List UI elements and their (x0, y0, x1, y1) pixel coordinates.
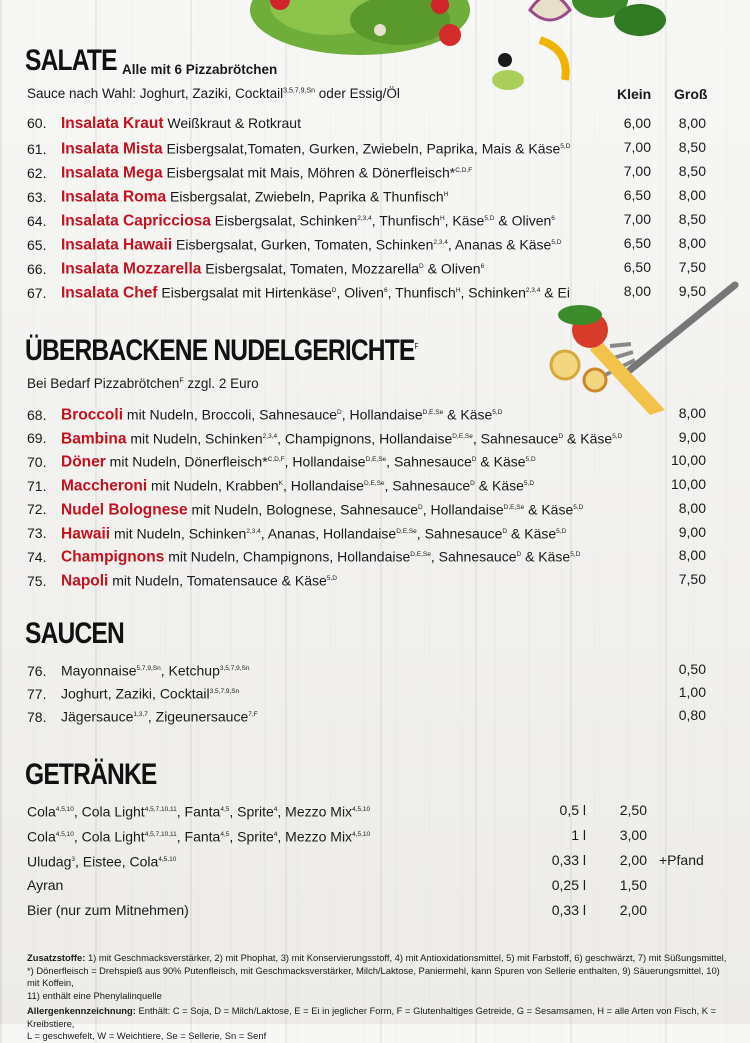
item-description: , Sahnesauce (384, 477, 471, 494)
item-name: Insalata Mozzarella (61, 260, 202, 278)
drink-size: 0,25 l (551, 877, 586, 893)
item-description: & Käse (563, 430, 613, 447)
col-gross-header: Groß (674, 86, 708, 102)
salad-item-row (27, 136, 570, 158)
item-number: 77. (27, 685, 47, 702)
price-klein: 7,00 (623, 139, 651, 155)
item-name: Insalata Capricciosa (61, 212, 211, 230)
item-description: mit Nudeln, Schinken (126, 430, 263, 447)
price: 1,00 (678, 684, 706, 700)
item-number: 67. (27, 284, 47, 301)
item-name: Insalata Hawaii (61, 236, 173, 254)
nudel-note (27, 376, 259, 391)
salad-item-row (27, 232, 561, 254)
allergen-sup: D (470, 480, 475, 488)
price-klein: 6,00 (623, 115, 651, 131)
allergen-sup: D,E,Se (396, 527, 417, 535)
allergen-sup: 5,D (523, 480, 535, 488)
item-number: 65. (27, 236, 47, 253)
pasta-item-row (27, 544, 580, 566)
sauce-note-sup: 3,5,7,9,Sn (283, 87, 316, 95)
item-description: , Thunfisch (387, 284, 456, 301)
drink-item-row (27, 899, 189, 921)
price-klein: 7,00 (623, 211, 651, 227)
sauce-item-row (27, 704, 258, 726)
allergen-sup: D (516, 551, 522, 559)
zusatz-line2: *) Dönerfleisch = Drehspieß aus 90% Putenfleisch, mit Geschmacksverstärker, Milch/Laktose, Paniermehl, kann Spuren von Sellerie enthalten, 9) Säuerungsmittel, 10) mit Koffein, (27, 964, 720, 988)
item-description: , Zigeunersauce (147, 708, 249, 725)
allergen-sup: 5,D (551, 239, 562, 246)
allergen-text: Enthält: C = Soja, D = Milch/Laktose, E = Ei in jeglicher Form, F = Glutenhaltiges Getreide, G = Sesamsamen, H = alle Arten von Fisch, K = Kreibstiere, (27, 1005, 717, 1029)
price-klein: 8,00 (623, 283, 651, 299)
price-gross: 8,00 (678, 235, 706, 251)
item-description: , Käse (444, 212, 485, 229)
allergen-sup: 5,D (573, 503, 584, 511)
item-description: , Hollandaise (422, 501, 504, 518)
allergen-sup: 2,3,4 (433, 239, 448, 246)
item-name: Napoli (61, 572, 109, 590)
col-klein-header: Klein (617, 86, 652, 102)
allergen-sup: C,D,F (267, 456, 285, 464)
nudel-title-text: ÜBERBACKENE NUDELGERICHTE (25, 334, 415, 367)
allergen-sup: 6 (551, 215, 555, 222)
allergen-sup: 5,D (612, 432, 623, 440)
allergen-sup: D (417, 503, 423, 511)
item-name: Insalata Chef (61, 284, 158, 302)
price: 3,00 (619, 827, 647, 843)
allergen-sup: D (337, 409, 342, 416)
allergen-sup: 2,3,4 (246, 527, 261, 535)
allergen-sup: C,D,F (455, 167, 473, 174)
item-description: mit Nudeln, Broccoli, Sahnesauce (123, 406, 338, 423)
item-description: , Fanta (176, 828, 221, 845)
allergen-sup: 5,D (326, 574, 337, 582)
price-gross: 8,50 (678, 139, 706, 155)
salad-item-row (27, 160, 472, 182)
allergen-sup: K (278, 480, 284, 488)
price-gross: 7,50 (678, 259, 706, 275)
item-description: & Oliven (494, 212, 552, 229)
price: 8,00 (678, 405, 706, 421)
salad-item-row (27, 208, 555, 230)
salate-title: SALATE (25, 44, 117, 77)
allergen-line2: L = geschwefelt, W = Weichtiere, Se = Sellerie, Sn = Senf (27, 1030, 267, 1041)
allergen-sup: 7,F (248, 711, 258, 718)
item-description: Mayonnaise (61, 662, 137, 679)
allergen-sup: D,E,Se (365, 456, 387, 464)
price: 0,50 (678, 661, 706, 677)
item-number: 75. (27, 572, 47, 589)
item-description: , Cola Light (73, 828, 145, 845)
drink-item-row (27, 824, 370, 846)
item-description: & Käse (507, 525, 557, 542)
nudel-title-sup: F (414, 342, 418, 351)
price: 8,00 (678, 547, 706, 564)
zusatz-text: 1) mit Geschmacksverstärker, 2) mit Phophat, 3) mit Konservierungsstoff, 4) mit Antioxidationsmittel, 5) mit Farbstoff, 6) geschwärzt, 7) mit Süßungsmittel, (85, 952, 727, 963)
drink-size: 0,33 l (551, 852, 586, 868)
zusatz-line3: 11) enthält eine Phenylalinquelle (27, 989, 162, 1001)
item-number: 62. (27, 164, 47, 181)
item-name: Maccheroni (61, 477, 148, 495)
item-name: Insalata Mega (61, 164, 163, 182)
item-description: , Oliven (336, 284, 384, 301)
allergen-sup: D,E,Se (410, 551, 431, 559)
item-description: & Käse (443, 406, 493, 423)
allergen-sup: D (331, 287, 337, 294)
pasta-item-row (27, 568, 337, 590)
item-description: Cola (27, 803, 56, 820)
allergen-sup: 4,5 (220, 831, 230, 838)
item-description: , Hollandaise (283, 477, 364, 494)
allergen-sup: D (502, 527, 508, 535)
allergen-sup: D (471, 456, 477, 464)
allergen-sup: 2,3,4 (262, 432, 278, 440)
allergen-sup: 5,D (484, 215, 495, 222)
item-description: Bier (nur zum Mitnehmen) (27, 902, 189, 918)
item-description: , Champignons, Hollandaise (277, 430, 453, 447)
price: 2,00 (619, 902, 647, 918)
allergen-sup: D,E,Se (452, 432, 473, 440)
allergen-sup: 3,5,7,9,Sn (209, 688, 240, 695)
allergen-sup: 3,5,7,9,Sn (219, 665, 250, 672)
nudel-note-text: Bei Bedarf Pizzabrötchen (27, 376, 180, 391)
item-number: 69. (27, 430, 47, 447)
item-description: , Fanta (176, 803, 221, 820)
sauce-item-row (27, 681, 239, 703)
item-description: , Sahnesauce (472, 430, 559, 447)
item-description: Eisbergsalat,Tomaten, Gurken, Zwiebeln, Paprika, Mais & Käse (162, 140, 561, 157)
allergen-sup: H (455, 287, 461, 294)
nudel-title (25, 334, 418, 368)
price-klein: 6,50 (623, 235, 651, 251)
allergen-sup: 2,3,4 (525, 287, 541, 294)
allergen-sup: 3 (71, 856, 75, 863)
item-number: 68. (27, 406, 47, 423)
allergen-sup: 5,D (525, 456, 536, 464)
price-gross: 8,50 (678, 163, 706, 179)
item-description: Jägersauce (61, 708, 134, 725)
item-name: Döner (61, 454, 106, 472)
allergen-sup: 6 (480, 263, 485, 270)
item-description: & Käse (476, 454, 526, 471)
item-description: , Sahnesauce (386, 454, 472, 471)
allergen-sup: 1,3,7 (133, 711, 148, 718)
allergen-sup: 4,5 (220, 806, 230, 813)
allergen-sup: 5,D (570, 551, 581, 559)
allergen-sup: 6 (383, 287, 388, 294)
item-number: 60. (27, 115, 47, 131)
item-description: , Ketchup (160, 662, 220, 679)
item-description: mit Nudeln, Champignons, Hollandaise (164, 548, 411, 565)
item-name: Insalata Kraut (61, 115, 164, 132)
allergen-sup: D (558, 432, 564, 440)
item-description: & Käse (521, 548, 571, 565)
nudel-note-sup: F (179, 377, 184, 385)
item-description: Eisbergsalat, Gurken, Tomaten, Schinken (172, 236, 434, 253)
allergen-sup: 4,5,7,10,11 (144, 831, 177, 838)
item-name: Bambina (61, 430, 127, 448)
item-name: Insalata Roma (61, 188, 167, 206)
allergen-sup: H (443, 191, 449, 198)
allergen-sup: 5,D (556, 527, 567, 535)
item-number: 72. (27, 501, 47, 518)
item-description: , Sahnesauce (430, 548, 517, 565)
price: 9,00 (678, 523, 706, 540)
item-description: , Sprite (229, 803, 274, 820)
sauce-note-end: oder Essig/Öl (315, 86, 400, 101)
item-description: Weißkraut & Rotkraut (163, 115, 301, 131)
saucen-title: SAUCEN (25, 617, 124, 650)
allergen-sup: 4 (273, 831, 278, 838)
price-klein: 7,00 (623, 163, 651, 179)
item-description: & Ei (540, 284, 570, 301)
zusatz-label: Zusatzstoffe: (27, 952, 86, 963)
allergen-sup: H (439, 215, 445, 222)
price-gross: 8,50 (678, 211, 706, 227)
item-description: mit Nudeln, Bolognese, Sahnesauce (187, 501, 418, 518)
getraenke-title: GETRÄNKE (25, 758, 157, 791)
item-name: Broccoli (61, 406, 124, 424)
pasta-item-row (27, 521, 566, 543)
item-description: mit Nudeln, Tomatensauce & Käse (108, 572, 327, 589)
item-number: 78. (27, 708, 47, 725)
allergen-sup: 5,D (492, 409, 503, 416)
item-description: Eisbergsalat, Schinken (210, 212, 358, 229)
pfand-note: +Pfand (659, 852, 704, 868)
drink-size: 0,5 l (559, 802, 586, 818)
pasta-item-row (27, 449, 536, 471)
allergen-sup: 4,5,7,10,11 (144, 806, 177, 813)
drink-item-row (27, 799, 370, 821)
item-description: Joghurt, Zaziki, Cocktail (61, 685, 210, 702)
price: 7,50 (678, 570, 706, 587)
pasta-item-row (27, 473, 534, 495)
allergen-sup: D,E,Se (422, 409, 444, 416)
allergen-sup: 4,5,10 (352, 806, 371, 813)
item-number: 74. (27, 548, 47, 565)
salate-sauce-note (27, 86, 400, 101)
item-name: Insalata Mista (61, 140, 163, 158)
item-number: 66. (27, 260, 47, 277)
item-description: Eisbergsalat mit Hirtenkäse (157, 284, 332, 301)
price: 2,50 (619, 802, 647, 818)
item-name: Champignons (61, 548, 165, 566)
allergen-sup: 4,5,10 (55, 831, 74, 838)
drink-size: 1 l (571, 827, 586, 843)
item-description: & Käse (474, 477, 524, 494)
item-name: Hawaii (61, 525, 111, 543)
item-description: mit Nudeln, Schinken (110, 525, 247, 542)
item-description: , Sahnesauce (416, 525, 503, 542)
price: 8,00 (678, 499, 706, 516)
price: 0,80 (678, 707, 706, 723)
item-description: , Hollandaise (284, 454, 366, 471)
item-description: mit Nudeln, Krabben (147, 477, 279, 494)
allergen-sup: D (419, 263, 424, 270)
drink-item-row (27, 849, 176, 871)
item-description: , Thunfisch (371, 212, 440, 229)
pasta-item-row (27, 402, 502, 424)
item-description: , Mezzo Mix (277, 828, 353, 845)
item-description: & Käse (524, 501, 574, 518)
item-description: & Oliven (423, 260, 481, 277)
allergen-sup: 4,5,10 (352, 831, 371, 838)
salad-item-row (27, 256, 484, 278)
item-description: , Mezzo Mix (277, 803, 353, 820)
price: 2,00 (619, 852, 647, 868)
price-gross: 8,00 (678, 115, 706, 131)
price-klein: 6,50 (623, 187, 651, 203)
price: 1,50 (619, 877, 647, 893)
price-klein: 6,50 (623, 259, 651, 275)
pasta-item-row (27, 426, 622, 448)
allergen-sup: 2,3,4 (357, 215, 372, 222)
price-gross: 8,00 (678, 187, 706, 203)
drink-size: 0,33 l (551, 902, 586, 918)
item-description: Eisbergsalat, Tomaten, Mozzarella (201, 260, 420, 277)
allergen-label: Allergenkennzeichnung: (27, 1005, 136, 1016)
nudel-note-end: zzgl. 2 Euro (183, 376, 259, 391)
salad-item-row (27, 184, 448, 206)
allergen-sup: D,E,Se (503, 503, 525, 511)
allergen-sup: D,E,Se (363, 480, 385, 488)
item-description: Eisbergsalat, Zwiebeln, Paprika & Thunfisch (166, 188, 444, 205)
sauce-note-text: Sauce nach Wahl: Joghurt, Zaziki, Cocktail (27, 86, 284, 101)
price: 10,00 (670, 476, 706, 493)
item-number: 63. (27, 188, 47, 205)
item-description: Ayran (27, 877, 64, 893)
salate-subtitle: Alle mit 6 Pizzabrötchen (122, 62, 278, 77)
price: 10,00 (670, 452, 706, 469)
item-number: 64. (27, 212, 47, 229)
item-description: Cola (27, 828, 56, 845)
allergen-sup: 4 (273, 806, 278, 813)
item-number: 73. (27, 525, 47, 542)
item-description: , Cola Light (73, 803, 145, 820)
allergen-sup: 5,D (560, 143, 571, 150)
item-name: Nudel Bolognese (61, 501, 188, 519)
item-description: mit Nudeln, Dönerfleisch* (105, 454, 268, 471)
sauce-item-row (27, 658, 250, 680)
allergen-sup: 5,7,9,Sn (136, 665, 161, 672)
allergen-sup: 4,5,10 (158, 856, 177, 863)
item-number: 61. (27, 140, 47, 157)
allergen-sup: 4,5,10 (55, 806, 74, 813)
item-description: , Eistee, Cola (75, 853, 159, 870)
item-description: , Schinken (460, 284, 526, 301)
salad-item-row (27, 280, 570, 302)
item-number: 76. (27, 662, 47, 679)
item-description: , Ananas, Hollandaise (260, 525, 397, 542)
item-description: , Sprite (229, 828, 274, 845)
item-description: Uludag (27, 853, 72, 870)
item-description: , Ananas & Käse (447, 236, 552, 253)
item-description: Eisbergsalat mit Mais, Möhren & Dönerfleisch* (162, 164, 456, 181)
drink-item-row (27, 874, 63, 896)
pasta-item-row (27, 497, 583, 519)
item-description: , Hollandaise (341, 406, 423, 423)
price: 9,00 (678, 428, 706, 445)
salad-item-row (27, 112, 301, 134)
item-number: 70. (27, 454, 47, 471)
price-gross: 9,50 (678, 283, 706, 299)
footer-zusatzstoffe (27, 952, 727, 1002)
item-number: 71. (27, 477, 47, 494)
